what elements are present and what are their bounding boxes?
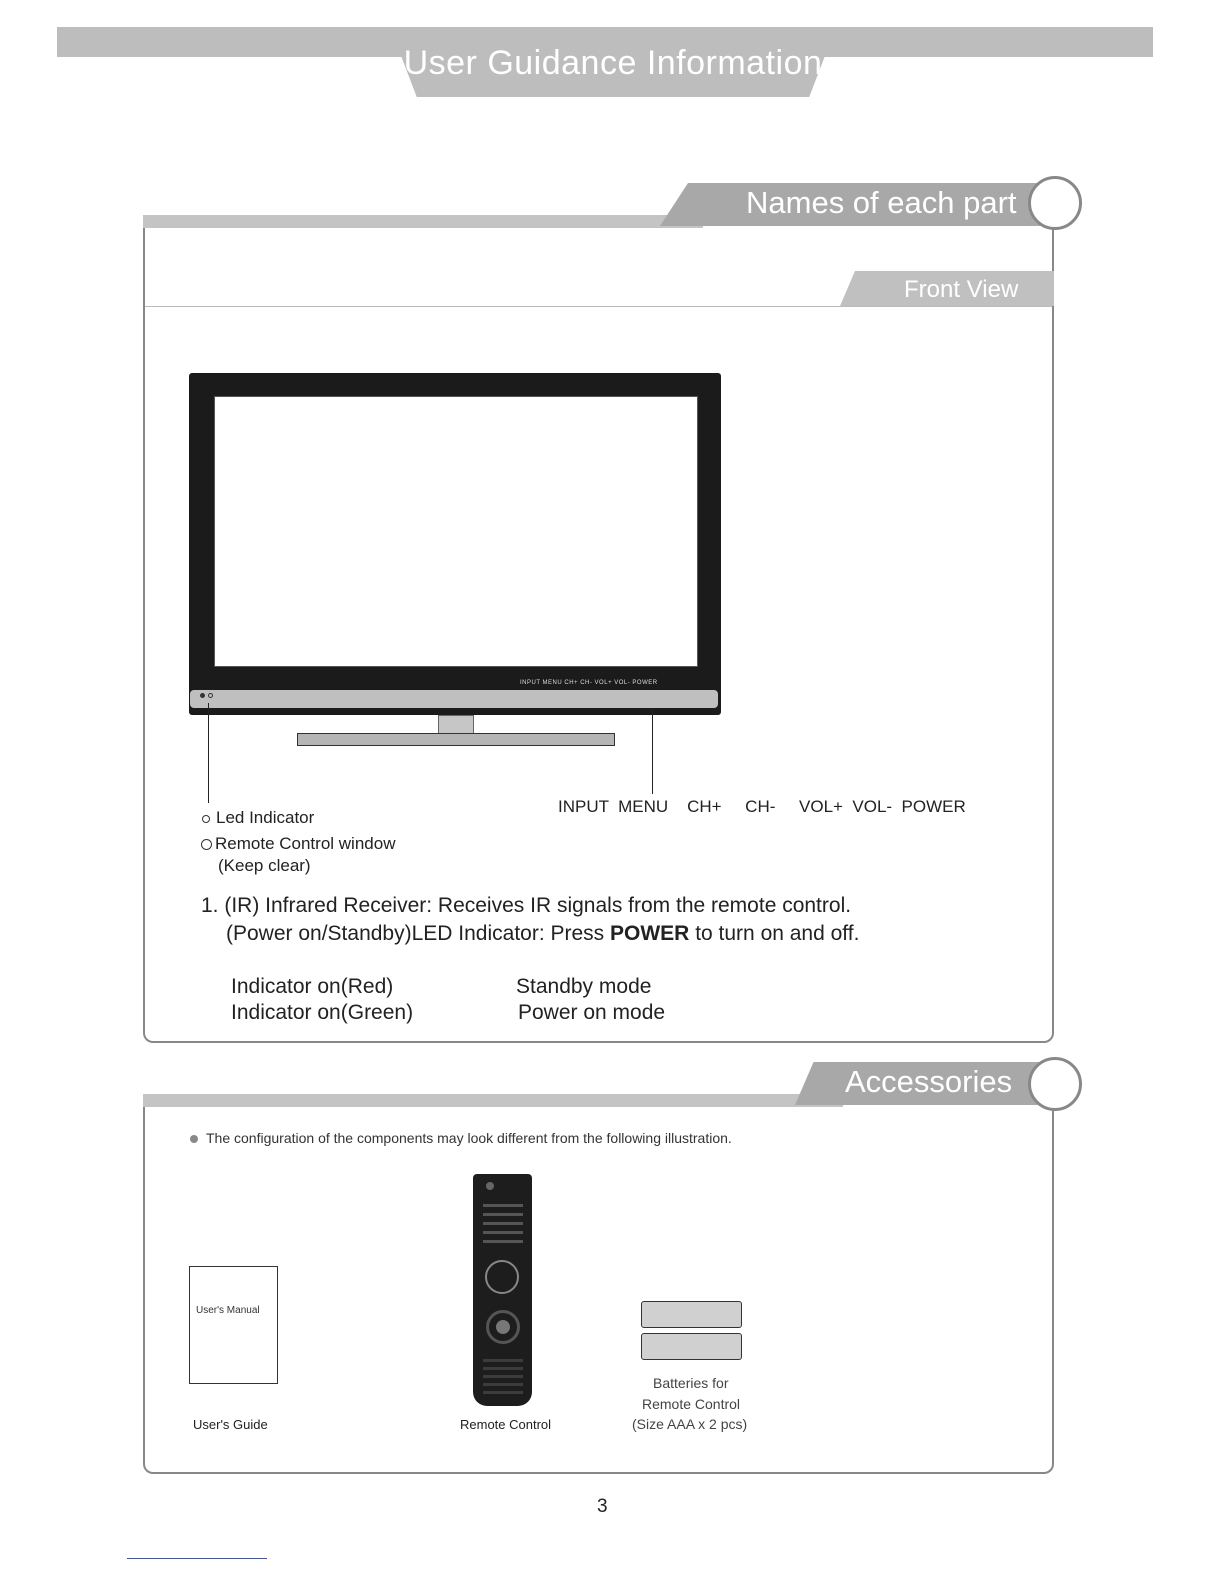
remote-dpad-upper [485, 1260, 519, 1294]
accessories-section-title: Accessories [845, 1064, 1013, 1099]
tv-bottom-bezel [190, 690, 718, 708]
remote-power-button [486, 1182, 494, 1190]
indicator-red-mode: Standby mode [516, 975, 652, 998]
ir-receiver-description: 1. (IR) Infrared Receiver: Receives IR signals from the remote control. [201, 894, 852, 917]
battery-bottom [641, 1333, 742, 1360]
batteries-label-line2: Remote Control [642, 1396, 741, 1412]
remote-bottom-keys [483, 1354, 523, 1394]
buttons-callout-line [652, 710, 653, 794]
users-manual-cover-text: User's Manual [196, 1305, 260, 1316]
accessories-section-line [143, 1094, 843, 1107]
accessories-section-box [143, 1104, 1054, 1474]
bullet-icon [190, 1135, 198, 1143]
tv-screen [214, 396, 698, 667]
indicator-green-mode: Power on mode [518, 1001, 666, 1024]
indicator-red-state: Indicator on(Red) [231, 975, 394, 998]
battery-top [641, 1301, 742, 1328]
front-view-underline [145, 306, 1052, 307]
small-circle-icon [202, 815, 210, 823]
names-section-line [143, 215, 703, 228]
remote-control-label: Remote Control [460, 1417, 552, 1432]
keep-clear-label: (Keep clear) [218, 856, 311, 875]
page-number: 3 [597, 1496, 608, 1517]
accessories-section-circle [1028, 1057, 1082, 1111]
names-section-title: Names of each part [746, 185, 1017, 220]
front-view-title: Front View [904, 276, 1019, 303]
remote-number-pad [483, 1198, 523, 1248]
remote-window-label: Remote Control window [201, 834, 395, 854]
indicator-green-state: Indicator on(Green) [231, 1001, 414, 1024]
tv-stand-foot [297, 733, 615, 746]
led-callout-line [208, 703, 209, 803]
tv-button-strip: INPUT MENU CH+ CH- VOL+ VOL- POWER [520, 680, 658, 686]
led-indicator-description: (Power on/Standby)LED Indicator: Press POWER to turn on and off. [226, 922, 860, 945]
led-indicator-label: Led Indicator [202, 808, 314, 828]
users-guide-label: User's Guide [193, 1417, 268, 1432]
tv-led-dots [200, 693, 216, 699]
remote-control-illustration [473, 1174, 532, 1406]
batteries-label-line3: (Size AAA x 2 pcs) [632, 1416, 748, 1432]
accessories-note: The configuration of the components may look different from the following illustration. [190, 1130, 732, 1146]
users-manual-illustration [189, 1266, 278, 1384]
names-section-circle [1028, 176, 1082, 230]
page-title: User Guidance Information [403, 44, 823, 82]
circle-icon [201, 839, 212, 850]
footer-rule [127, 1558, 267, 1559]
buttons-label: INPUT MENU CH+ CH- VOL+ VOL- POWER [558, 797, 966, 816]
batteries-label-line1: Batteries for [653, 1375, 729, 1391]
remote-ok-center [496, 1320, 510, 1334]
